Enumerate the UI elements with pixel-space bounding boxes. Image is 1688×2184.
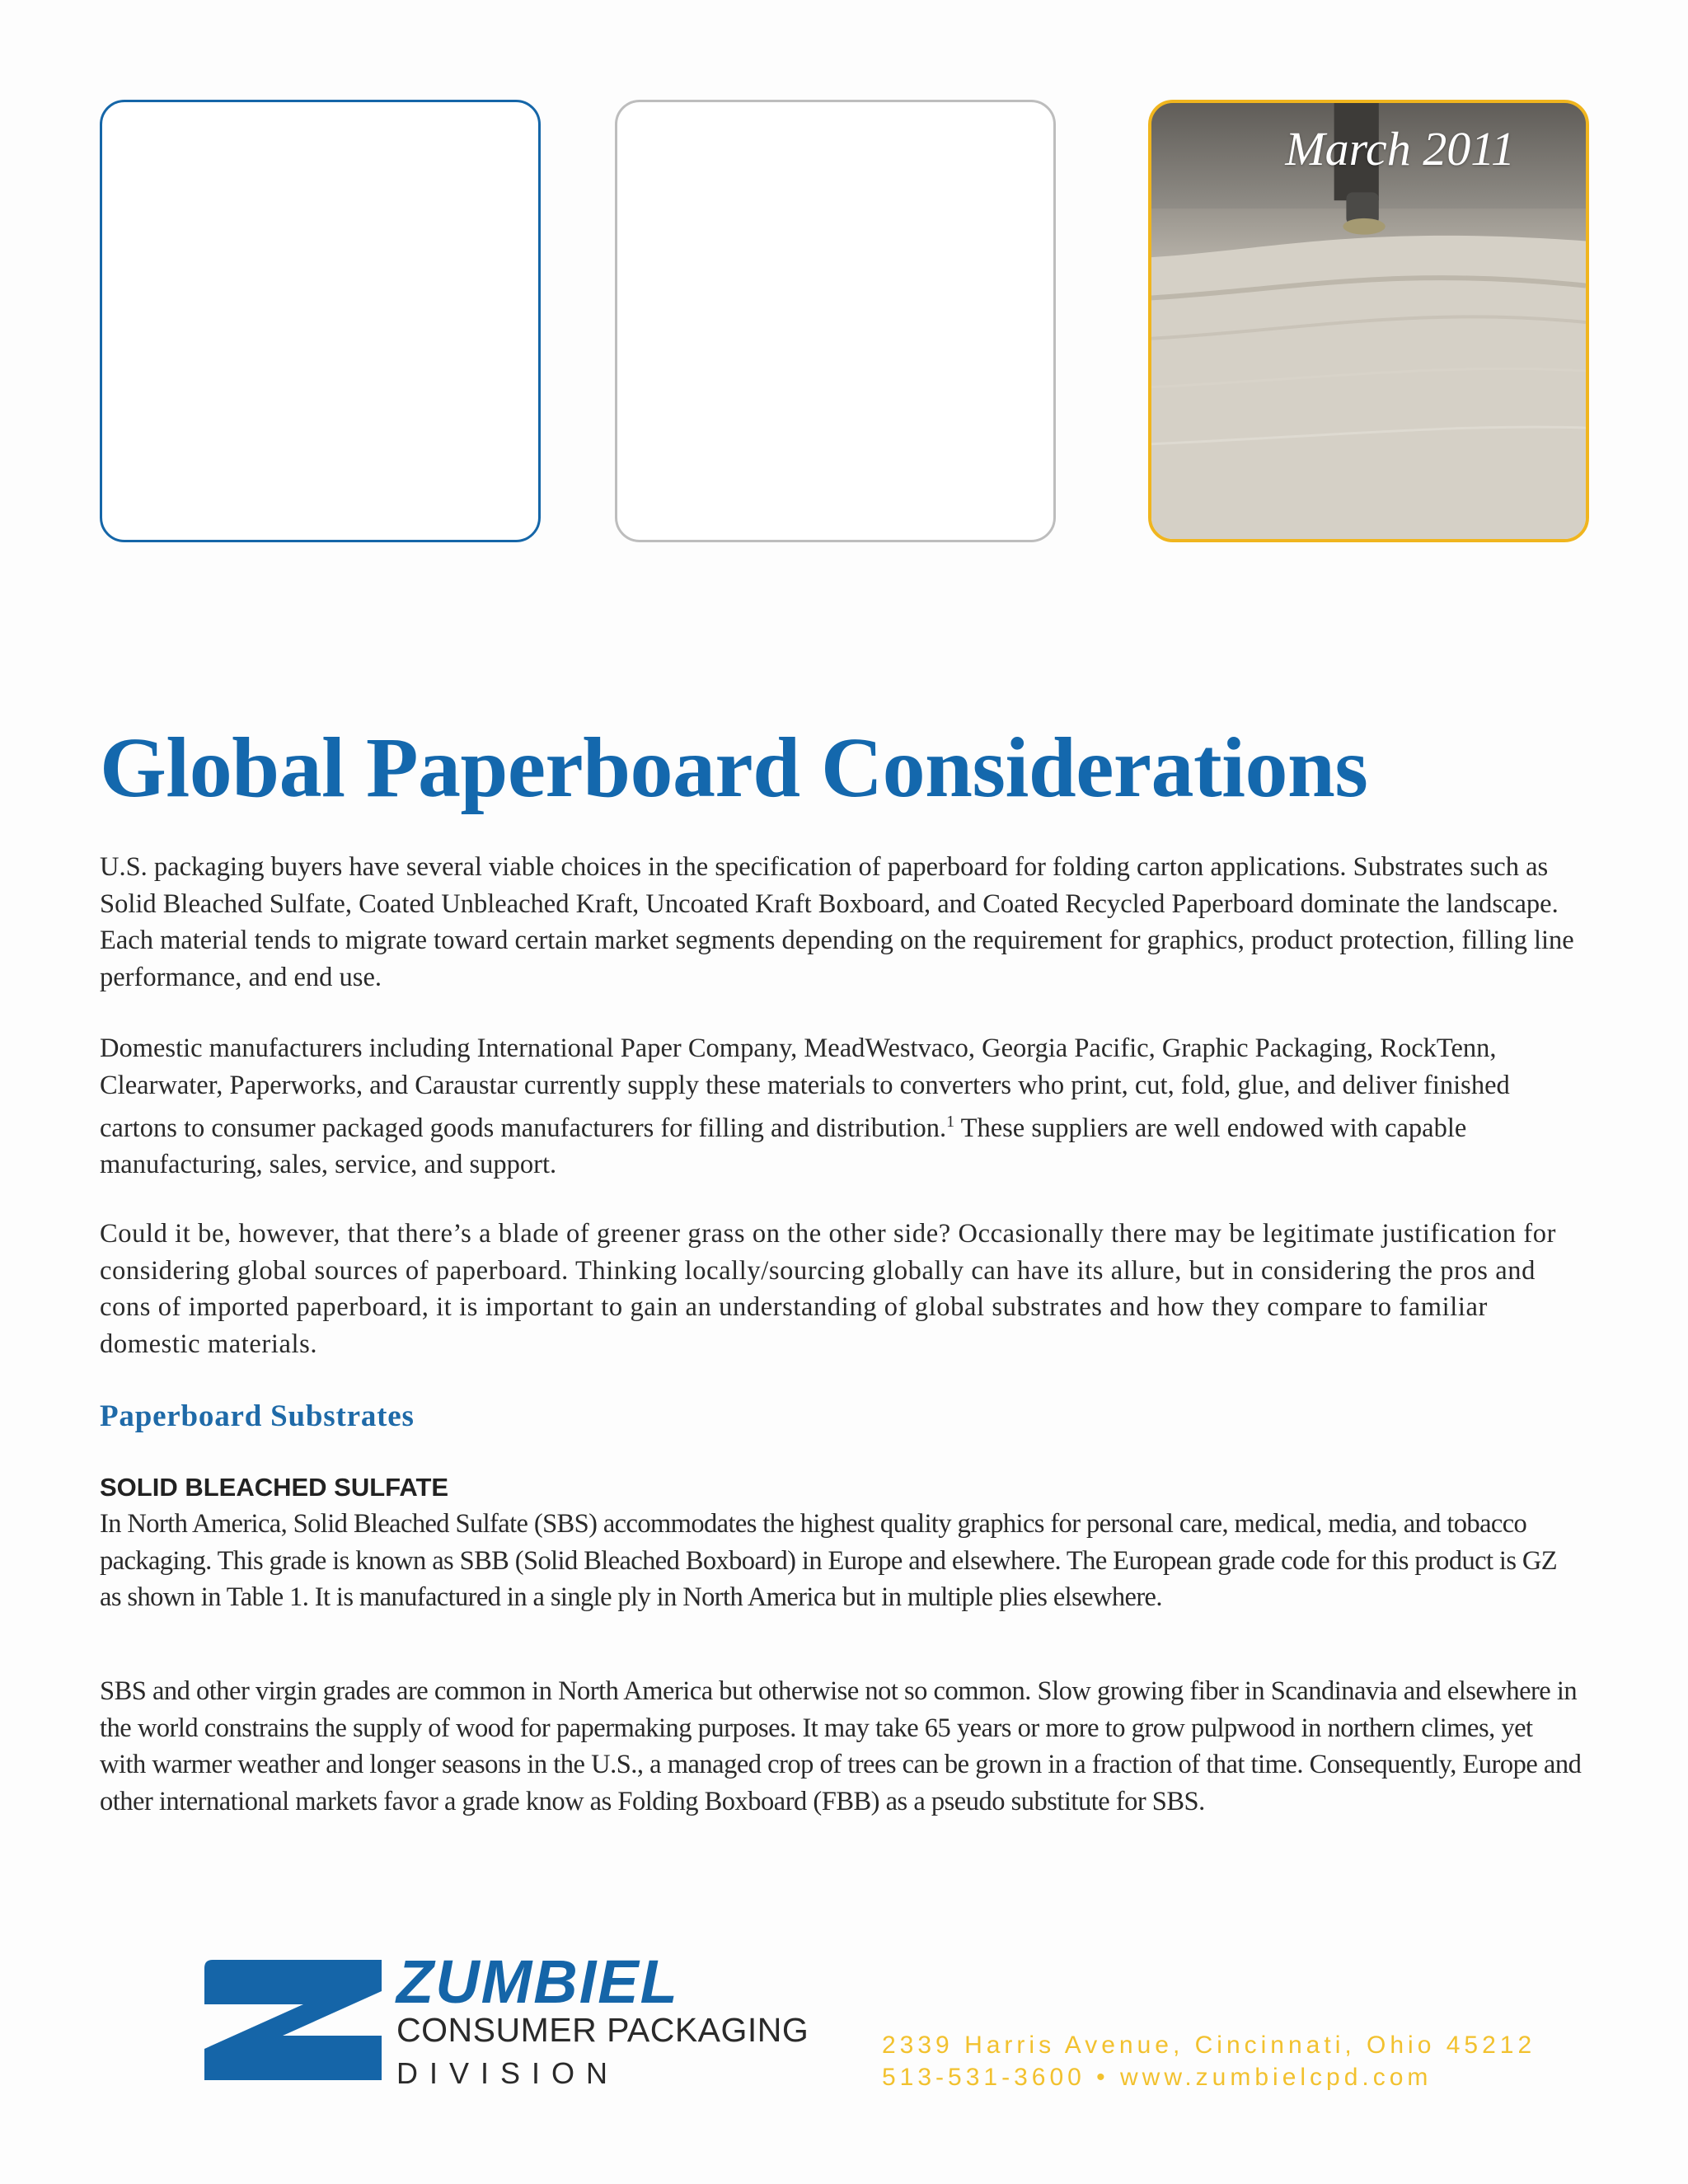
page-title: Global Paperboard Considerations xyxy=(100,720,1368,815)
sbs-paragraph-1: In North America, Solid Bleached Sulfate (SBS) accommodates the highest quality graphics for personal care, medical, media, and tobacco packaging. This grade is known as SBB (Solid Bleached Boxboard) in Europe and elsewhere. The European grade code for this product is GZ as shown in Table 1. It is manufactured in a single ply in North America but in multiple plies elsewhere. xyxy=(100,1509,1558,1612)
intro-paragraph-1: U.S. packaging buyers have several viable choices in the specification of paperboard for folding carton applications. Substrates such as Solid Bleached Sulfate, Coated Unbleached Kraft, Uncoated Kraft Boxboard, and Coated Recycled Paperboard dominate the landscape. Each material tends to migrate toward certain market segments depending on the requirement for graphics, product protection, filling line performance, and end use. xyxy=(100,852,1574,992)
subsection-heading: SOLID BLEACHED SULFATE xyxy=(100,1473,449,1502)
intro-paragraph-2 xyxy=(100,1030,1583,1183)
intro-paragraph-2-tail: These suppliers are well endowed with capable manufacturing, sales, service, and support. xyxy=(100,1113,1467,1180)
footer-contact: 513-531-3600 • www.zumbielcpd.com xyxy=(882,2064,1432,2091)
gray-outline-box xyxy=(615,100,1056,542)
zumbiel-logo-icon xyxy=(204,1960,382,2080)
intro-paragraph-2-text: Domestic manufacturers including International Paper Company, MeadWestvaco, Georgia Pacific, Graphic Packaging, RockTenn, Clearwater, Paperworks, and Caraustar currently supply these materials to converters who print, cut, fold, glue, and deliver finished cartons to consumer packaged goods manufacturers for filling and distribution. xyxy=(100,1033,1510,1143)
sbs-paragraph-2: SBS and other virgin grades are common in North America but otherwise not so common. Slow growing fiber in Scandinavia and elsewhere in the world constrains the supply of wood for papermaking purposes. It may take 65 years or more to grow pulpwood in northern climes, yet with warmer weather and longer seasons in the U.S., a managed crop of trees can be grown in a fraction of that time. Consequently, Europe and other international markets favor a grade know as Folding Boxboard (FBB) as a pseudo substitute for SBS. xyxy=(100,1676,1582,1816)
blue-outline-box xyxy=(100,100,541,542)
brand-subtitle: CONSUMER PACKAGING xyxy=(396,2011,809,2049)
brand-name: ZUMBIEL xyxy=(396,1947,679,2016)
issue-date: March 2011 xyxy=(1285,122,1515,176)
brand-division: DIVISION xyxy=(396,2056,620,2090)
footnote-marker: 1 xyxy=(946,1113,955,1131)
section-heading: Paperboard Substrates xyxy=(100,1399,415,1433)
paper-machine-photo xyxy=(1148,100,1589,542)
intro-paragraph-3: Could it be, however, that there’s a blade of greener grass on the other side? Occasionally there may be legitimate justification for considering global sources of paperboard. Thinking locally/sourcing globally can have its allure, but in considering the pros and cons of imported paperboard, it is important to gain an understanding of global substrates and how they compare to familiar domestic materials. xyxy=(100,1219,1557,1359)
footer-address: 2339 Harris Avenue, Cincinnati, Ohio 45212 xyxy=(882,2032,1536,2059)
